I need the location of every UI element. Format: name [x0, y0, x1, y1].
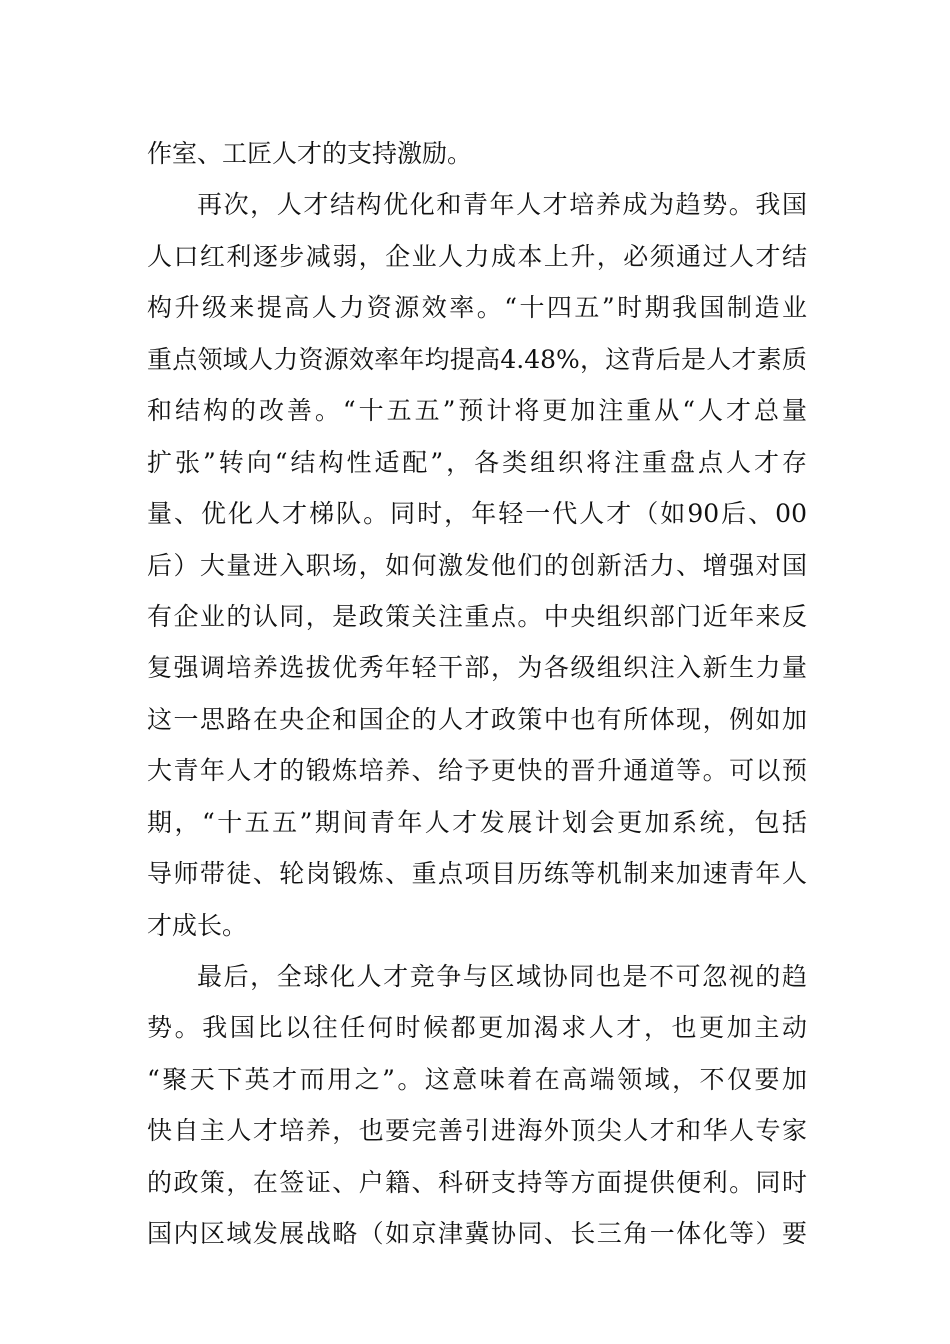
- text-line-17: 最后，全球化人才竞争与区域协同也是不可忽视的趋: [197, 962, 807, 991]
- text-line-20: 快自主人才培养，也要完善引进海外顶尖人才和华人专家: [147, 1116, 807, 1146]
- text-line-10: 有企业的认同，是政策关注重点。中央组织部门近年来反: [147, 601, 807, 631]
- text-line-13: 大青年人才的锻炼培养、给予更快的晋升通道等。可以预: [147, 756, 807, 786]
- text-line-5: 重点领域人力资源效率年均提高4.48%，这背后是人才素质: [147, 344, 807, 374]
- text-line-9: 后）大量进入职场，如何激发他们的创新活力、增强对国: [147, 550, 807, 580]
- text-line-7: 扩张”转向“结构性适配”，各类组织将注重盘点人才存: [147, 447, 807, 477]
- text-line-2: 再次，人才结构优化和青年人才培养成为趋势。我国: [197, 190, 807, 220]
- text-line-14: 期，“十五五”期间青年人才发展计划会更加系统，包括: [147, 807, 807, 837]
- text-line-6: 和结构的改善。“十五五”预计将更加注重从“人才总量: [147, 396, 807, 426]
- text-line-15: 导师带徒、轮岗锻炼、重点项目历练等机制来加速青年人: [147, 859, 807, 889]
- text-line-4: 构升级来提高人力资源效率。“十四五”时期我国制造业: [147, 293, 807, 323]
- text-line-16: 才成长。: [147, 910, 248, 940]
- text-line-21: 的政策，在签证、户籍、科研支持等方面提供便利。同时: [147, 1167, 807, 1197]
- text-line-18: 势。我国比以往任何时候都更加渴求人才，也更加主动: [147, 1013, 807, 1043]
- text-line-1: 作室、工匠人才的支持激励。: [147, 139, 473, 168]
- text-line-8: 量、优化人才梯队。同时，年轻一代人才（如90后、00: [147, 499, 807, 529]
- text-line-11: 复强调培养选拔优秀年轻干部，为各级组织注入新生力量: [147, 653, 807, 683]
- text-line-3: 人口红利逐步减弱，企业人力成本上升，必须通过人才结: [147, 241, 807, 271]
- body-text: [147, 128, 807, 1260]
- text-line-19: “聚天下英才而用之”。这意味着在高端领域，不仅要加: [147, 1064, 807, 1094]
- text-line-22: 国内区域发展战略（如京津冀协同、长三角一体化等）要: [147, 1219, 807, 1249]
- text-line-12: 这一思路在央企和国企的人才政策中也有所体现，例如加: [147, 704, 807, 734]
